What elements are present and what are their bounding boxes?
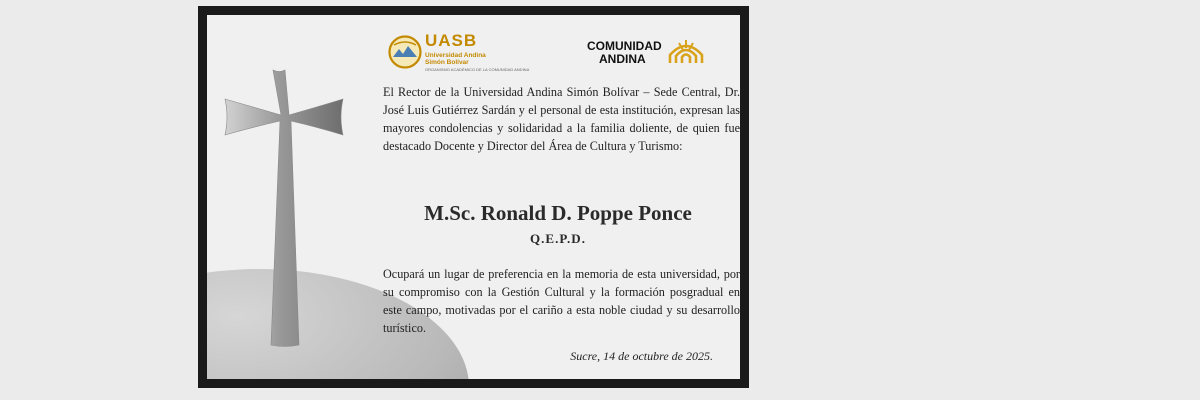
dateline: Sucre, 14 de octubre de 2025. xyxy=(570,349,713,363)
qepd-label: Q.E.P.D. xyxy=(530,231,586,246)
tribute-paragraph: Ocupará un lugar de preferencia en la memoria de esta universidad, por su compromiso con la Gestión Cultural y la formación posgradual en este campo, motivadas por el cariño a esta noble ciudad y su desarrollo turístico. xyxy=(383,267,740,335)
uasb-name-line1: Universidad Andina xyxy=(425,52,486,59)
uasb-tagline: ORGANISMO ACADÉMICO DE LA COMUNIDAD ANDINA xyxy=(425,67,530,72)
comunidad-andina-mark-icon xyxy=(667,37,705,65)
uasb-seal-icon xyxy=(388,35,422,69)
condolence-paragraph: El Rector de la Universidad Andina Simón Bolívar – Sede Central, Dr. José Luis Gutiérrez Sardán y el personal de esta institución, expresan las mayores condolencias y solidaridad a la familia doliente, de quien fue destacado Docente y Director del Área de Cultura y Turismo: xyxy=(383,85,740,153)
ca-name-line2: ANDINA xyxy=(599,52,646,66)
uasb-logo xyxy=(388,31,530,79)
ca-name-line1: COMUNIDAD xyxy=(587,39,662,53)
comunidad-andina-logo xyxy=(587,37,727,67)
deceased-name: M.Sc. Ronald D. Poppe Ponce xyxy=(424,201,692,225)
uasb-acronym: UASB xyxy=(425,31,478,50)
condolence-card xyxy=(207,15,740,379)
uasb-name-line2: Simón Bolívar xyxy=(425,59,469,66)
